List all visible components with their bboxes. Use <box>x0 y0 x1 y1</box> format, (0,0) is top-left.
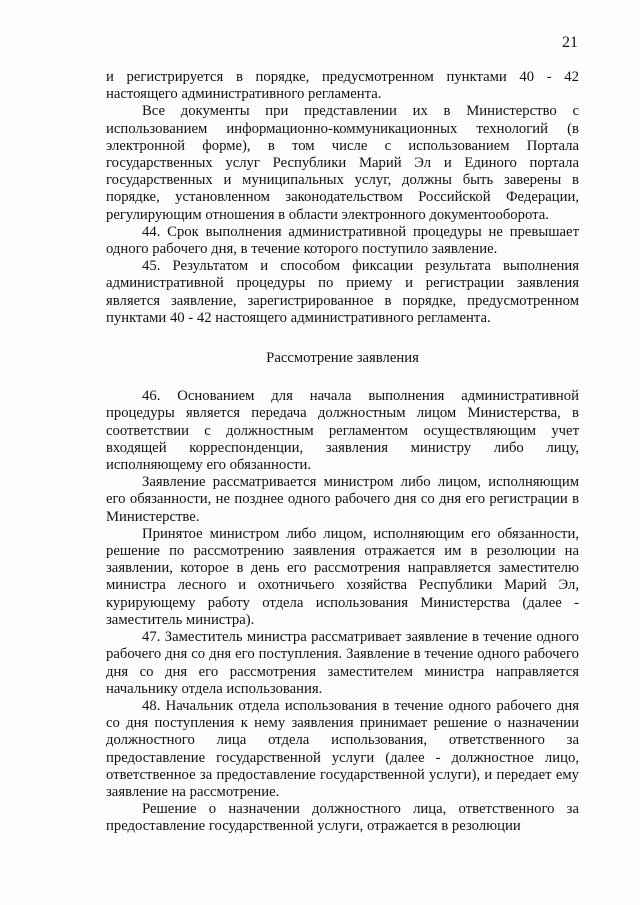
page-number: 21 <box>562 34 578 51</box>
paragraph-45: 45. Результатом и способом фиксации результата выполнения административной процедуры по приему и регистрации заявления является заявление, зарегистрированное в порядке, предусмотренном пунктами 40 - 42 настоящего административного регламента. <box>106 258 579 326</box>
paragraph-47: 47. Заместитель министра рассматривает заявление в течение одного рабочего дня со дня его поступления. Заявление в течение одного рабочего дня со дня его рассмотрения заместителем министра направляется начальнику отдела использования. <box>106 629 579 697</box>
paragraph-electronic-documents: Все документы при представлении их в Министерство с использованием информационно-коммуникационных технологий (в электронной форме), в том числе с использованием Портала государственных услуг Республики Марий Эл и Единого портала государственных и муниципальных услуг, должны быть заверены в порядке, установленном законодательством Российской Федерации, регулирующим отношения в области электронного документооборота. <box>106 103 579 223</box>
paragraph-44: 44. Срок выполнения административной процедуры не превышает одного рабочего дня, в течение которого поступило заявление. <box>106 223 579 258</box>
section-heading: Рассмотрение заявления <box>266 350 419 367</box>
paragraph-resolution-decision: Принятое министром либо лицом, исполняющим его обязанности, решение по рассмотрению заявления отражается им в резолюции на заявлении, которое в день его рассмотрения направляется заместителю министра лесного и охотничьего хозяйства Республики Марий Эл, курирующему работу отдела использования Министерства (далее - заместитель министра). <box>106 525 579 628</box>
paragraph-registration-continuation: и регистрируется в порядке, предусмотренном пунктами 40 - 42 настоящего административного регламента. <box>106 69 579 103</box>
document-body <box>106 69 579 836</box>
paragraph-46: 46. Основанием для начала выполнения административной процедуры является передача должностным лицом Министерства, в соответствии с должностным регламентом осуществляющим учет входящей корреспонденции, заявления министру либо лицу, исполняющему его обязанности. <box>106 388 579 474</box>
paragraph-48: 48. Начальник отдела использования в течение одного рабочего дня со дня поступления к нему заявления принимает решение о назначении должностного лица отдела использования, ответственного за предоставление государственной услуги (далее - должностное лицо, ответственное за предоставление государственной услуги), и передает ему заявление на рассмотрение. <box>106 697 579 800</box>
paragraph-appointment-decision: Решение о назначении должностного лица, ответственного за предоставление государственной услуги, отражается в резолюции <box>106 801 579 835</box>
paragraph-minister-review: Заявление рассматривается министром либо лицом, исполняющим его обязанности, не позднее одного рабочего дня со дня его регистрации в Министерстве. <box>106 474 579 525</box>
